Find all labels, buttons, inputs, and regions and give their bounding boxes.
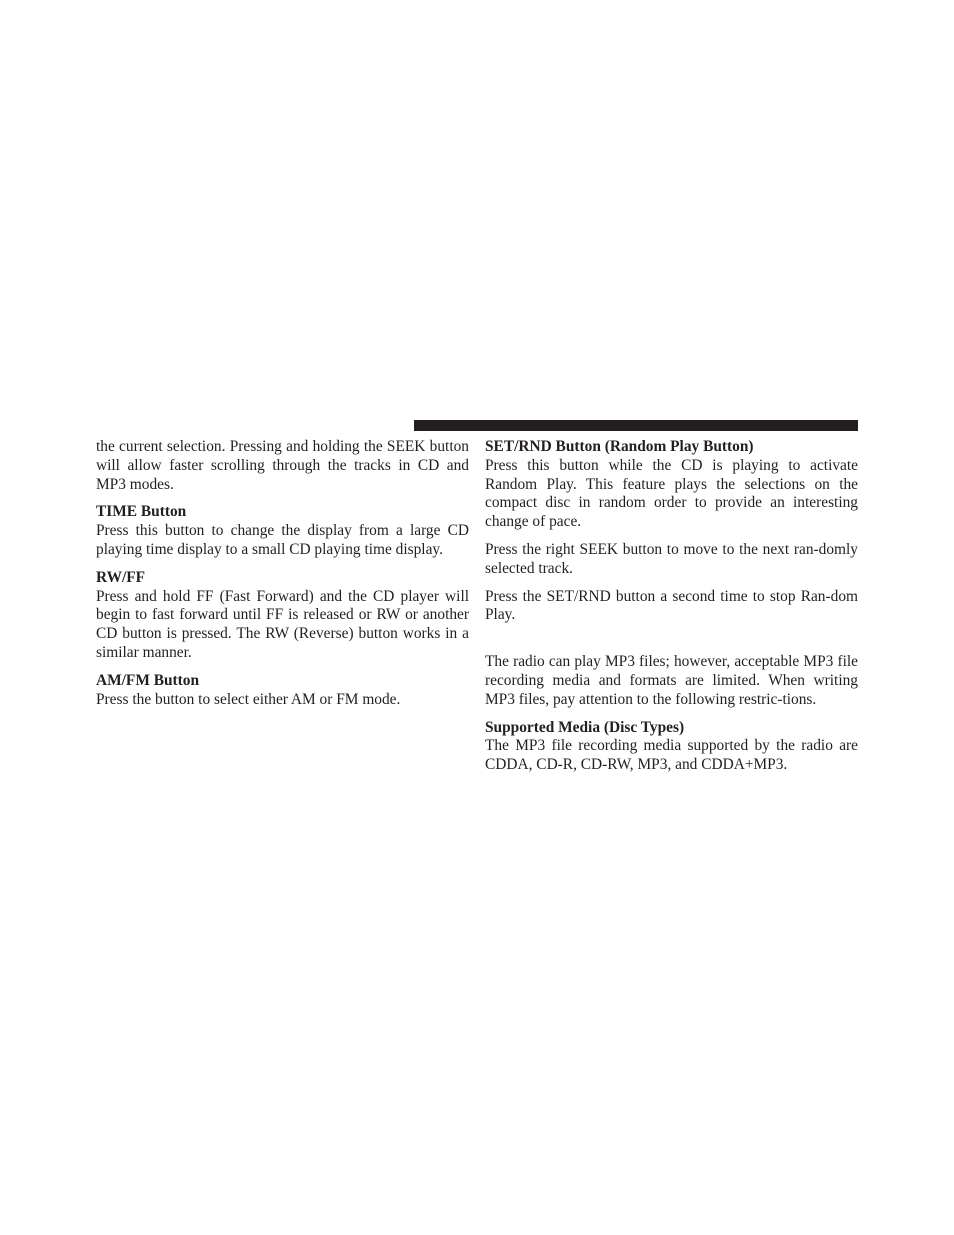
rwff-paragraph: Press and hold FF (Fast Forward) and the CD player will begin to fast forward until FF is released or RW or another CD button is pressed. The RW (Reverse) button works in a similar manner. bbox=[96, 587, 469, 661]
time-button-heading: TIME Button bbox=[96, 503, 187, 521]
supported-media-heading: Supported Media (Disc Types) bbox=[485, 718, 685, 736]
intro-paragraph: the current selection. Pressing and holding the SEEK button will allow faster scrolling through the tracks in CD and MP3 modes. bbox=[96, 438, 469, 493]
setrnd-button-heading: SET/RND Button (Random Play Button) bbox=[485, 438, 754, 455]
rwff-heading: RW/FF bbox=[96, 568, 146, 586]
mp3-paragraph: The radio can play MP3 files; however, acceptable MP3 file recording media and formats are limited. When writing MP3 files, pay attention to the following restric-tions. bbox=[485, 653, 858, 708]
amfm-button-paragraph: Press the button to select either AM or FM mode. bbox=[96, 690, 401, 708]
amfm-button-heading: AM/FM Button bbox=[96, 671, 200, 689]
supported-media-paragraph: The MP3 file recording media supported by the radio are CDDA, CD-R, CD-RW, MP3, and CDDA+MP3. bbox=[485, 737, 858, 774]
seek-random-paragraph: Press the right SEEK button to move to the next ran-domly selected track. bbox=[485, 540, 858, 577]
left-column bbox=[96, 438, 469, 709]
right-column bbox=[485, 438, 858, 775]
stop-random-paragraph: Press the SET/RND button a second time to stop Ran-dom Play. bbox=[485, 587, 858, 624]
section-header-bar bbox=[414, 420, 858, 431]
time-button-paragraph: Press this button to change the display from a large CD playing time display to a small CD playing time display. bbox=[96, 522, 469, 558]
setrnd-paragraph: Press this button while the CD is playing to activate Random Play. This feature plays the selections on the compact disc in random order to provide an interesting change of pace. bbox=[485, 456, 858, 531]
